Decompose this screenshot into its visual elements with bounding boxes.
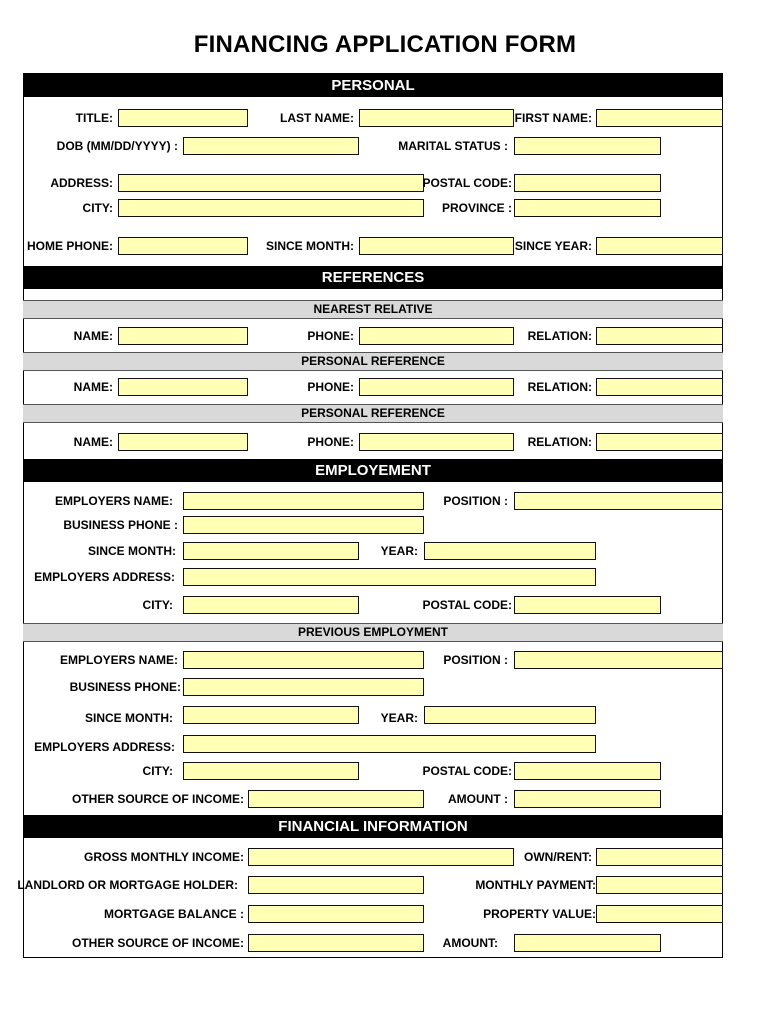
fin-amount-label: AMOUNT: bbox=[442, 936, 498, 950]
prev-position-input[interactable] bbox=[514, 651, 723, 669]
since-year-input[interactable] bbox=[596, 237, 723, 255]
ref3-name-input[interactable] bbox=[118, 433, 248, 451]
ref3-name-label: NAME: bbox=[73, 435, 113, 449]
employers-address-label: EMPLOYERS ADDRESS: bbox=[34, 570, 175, 584]
personal-reference-header-2: PERSONAL REFERENCE bbox=[23, 404, 723, 423]
emp-year-input[interactable] bbox=[424, 542, 596, 560]
landlord-input[interactable] bbox=[248, 876, 424, 894]
fin-other-income-label: OTHER SOURCE OF INCOME: bbox=[71, 936, 244, 950]
employers-name-label: EMPLOYERS NAME: bbox=[54, 494, 173, 508]
postal-code-label: POSTAL CODE: bbox=[422, 176, 512, 190]
ref2-relation-label: RELATION: bbox=[527, 380, 592, 394]
prev-position-label: POSITION : bbox=[443, 653, 508, 667]
employers-name-input[interactable] bbox=[183, 492, 424, 510]
prev-business-phone-label: BUSINESS PHONE: bbox=[69, 680, 181, 694]
title-label: TITLE: bbox=[75, 111, 113, 125]
mortgage-balance-input[interactable] bbox=[248, 905, 424, 923]
personal-reference-header-1: PERSONAL REFERENCE bbox=[23, 352, 723, 371]
prev-year-label: YEAR: bbox=[380, 711, 418, 725]
ref2-relation-input[interactable] bbox=[596, 378, 723, 396]
ref1-relation-label: RELATION: bbox=[527, 329, 592, 343]
gross-income-input[interactable] bbox=[248, 848, 514, 866]
home-phone-label: HOME PHONE: bbox=[26, 239, 113, 253]
emp-amount-label: AMOUNT : bbox=[448, 792, 508, 806]
since-month-label: SINCE MONTH: bbox=[266, 239, 354, 253]
last-name-input[interactable] bbox=[359, 109, 514, 127]
business-phone-input[interactable] bbox=[183, 516, 424, 534]
form-title: FINANCING APPLICATION FORM bbox=[193, 31, 577, 58]
own-rent-input[interactable] bbox=[596, 848, 723, 866]
emp-other-income-input[interactable] bbox=[248, 790, 424, 808]
dob-input[interactable] bbox=[183, 137, 359, 155]
prev-since-month-input[interactable] bbox=[183, 706, 359, 724]
monthly-payment-label: MONTHLY PAYMENT: bbox=[475, 878, 596, 892]
marital-status-input[interactable] bbox=[514, 137, 661, 155]
dob-label: DOB (MM/DD/YYYY) : bbox=[56, 139, 178, 153]
emp-city-label: CITY: bbox=[142, 598, 173, 612]
prev-postal-code-input[interactable] bbox=[514, 762, 661, 780]
ref2-name-input[interactable] bbox=[118, 378, 248, 396]
emp-city-input[interactable] bbox=[183, 596, 359, 614]
emp-postal-code-label: POSTAL CODE: bbox=[422, 598, 512, 612]
postal-code-input[interactable] bbox=[514, 174, 661, 192]
gross-income-label: GROSS MONTHLY INCOME: bbox=[83, 850, 244, 864]
city-input[interactable] bbox=[118, 199, 424, 217]
ref3-phone-input[interactable] bbox=[359, 433, 514, 451]
ref3-phone-label: PHONE: bbox=[307, 435, 354, 449]
nearest-relative-header: NEAREST RELATIVE bbox=[23, 300, 723, 319]
prev-employers-name-input[interactable] bbox=[183, 651, 424, 669]
ref2-phone-label: PHONE: bbox=[307, 380, 354, 394]
property-value-label: PROPERTY VALUE: bbox=[483, 907, 596, 921]
prev-city-input[interactable] bbox=[183, 762, 359, 780]
first-name-input[interactable] bbox=[596, 109, 723, 127]
fin-other-income-input[interactable] bbox=[248, 934, 424, 952]
landlord-label: LANDLORD OR MORTGAGE HOLDER: bbox=[17, 878, 238, 892]
province-input[interactable] bbox=[514, 199, 661, 217]
home-phone-input[interactable] bbox=[118, 237, 248, 255]
own-rent-label: OWN/RENT: bbox=[524, 850, 592, 864]
mortgage-balance-label: MORTGAGE BALANCE : bbox=[104, 907, 244, 921]
prev-year-input[interactable] bbox=[424, 706, 596, 724]
monthly-payment-input[interactable] bbox=[596, 876, 723, 894]
employment-section-header: EMPLOYEMENT bbox=[23, 459, 723, 482]
emp-year-label: YEAR: bbox=[380, 544, 418, 558]
prev-city-label: CITY: bbox=[142, 764, 173, 778]
position-label: POSITION : bbox=[443, 494, 508, 508]
emp-amount-input[interactable] bbox=[514, 790, 661, 808]
title-input[interactable] bbox=[118, 109, 248, 127]
since-month-input[interactable] bbox=[359, 237, 514, 255]
previous-employment-header: PREVIOUS EMPLOYMENT bbox=[23, 623, 723, 642]
prev-postal-code-label: POSTAL CODE: bbox=[422, 764, 512, 778]
property-value-input[interactable] bbox=[596, 905, 723, 923]
position-input[interactable] bbox=[514, 492, 723, 510]
ref2-name-label: NAME: bbox=[73, 380, 113, 394]
city-label: CITY: bbox=[82, 201, 113, 215]
business-phone-label: BUSINESS PHONE : bbox=[63, 518, 178, 532]
province-label: PROVINCE : bbox=[441, 201, 512, 215]
address-label: ADDRESS: bbox=[50, 176, 113, 190]
prev-business-phone-input[interactable] bbox=[183, 678, 424, 696]
ref1-name-input[interactable] bbox=[118, 327, 248, 345]
ref1-relation-input[interactable] bbox=[596, 327, 723, 345]
personal-section-header: PERSONAL bbox=[23, 74, 723, 97]
ref1-phone-label: PHONE: bbox=[307, 329, 354, 343]
emp-other-income-label: OTHER SOURCE OF INCOME: bbox=[71, 792, 244, 806]
ref1-phone-input[interactable] bbox=[359, 327, 514, 345]
marital-status-label: MARITAL STATUS : bbox=[398, 139, 508, 153]
employers-address-input[interactable] bbox=[183, 568, 596, 586]
emp-since-month-label: SINCE MONTH: bbox=[88, 544, 176, 558]
prev-employers-name-label: EMPLOYERS NAME: bbox=[59, 653, 178, 667]
first-name-label: FIRST NAME: bbox=[514, 111, 592, 125]
prev-since-month-label: SINCE MONTH: bbox=[85, 711, 173, 725]
ref2-phone-input[interactable] bbox=[359, 378, 514, 396]
since-year-label: SINCE YEAR: bbox=[514, 239, 592, 253]
references-section-header: REFERENCES bbox=[23, 266, 723, 289]
emp-since-month-input[interactable] bbox=[183, 542, 359, 560]
prev-employers-address-label: EMPLOYERS ADDRESS: bbox=[34, 740, 175, 754]
fin-amount-input[interactable] bbox=[514, 934, 661, 952]
financial-section-header: FINANCIAL INFORMATION bbox=[23, 815, 723, 838]
address-input[interactable] bbox=[118, 174, 424, 192]
last-name-label: LAST NAME: bbox=[280, 111, 354, 125]
emp-postal-code-input[interactable] bbox=[514, 596, 661, 614]
ref3-relation-label: RELATION: bbox=[527, 435, 592, 449]
prev-employers-address-input[interactable] bbox=[183, 735, 596, 753]
ref3-relation-input[interactable] bbox=[596, 433, 723, 451]
ref1-name-label: NAME: bbox=[73, 329, 113, 343]
